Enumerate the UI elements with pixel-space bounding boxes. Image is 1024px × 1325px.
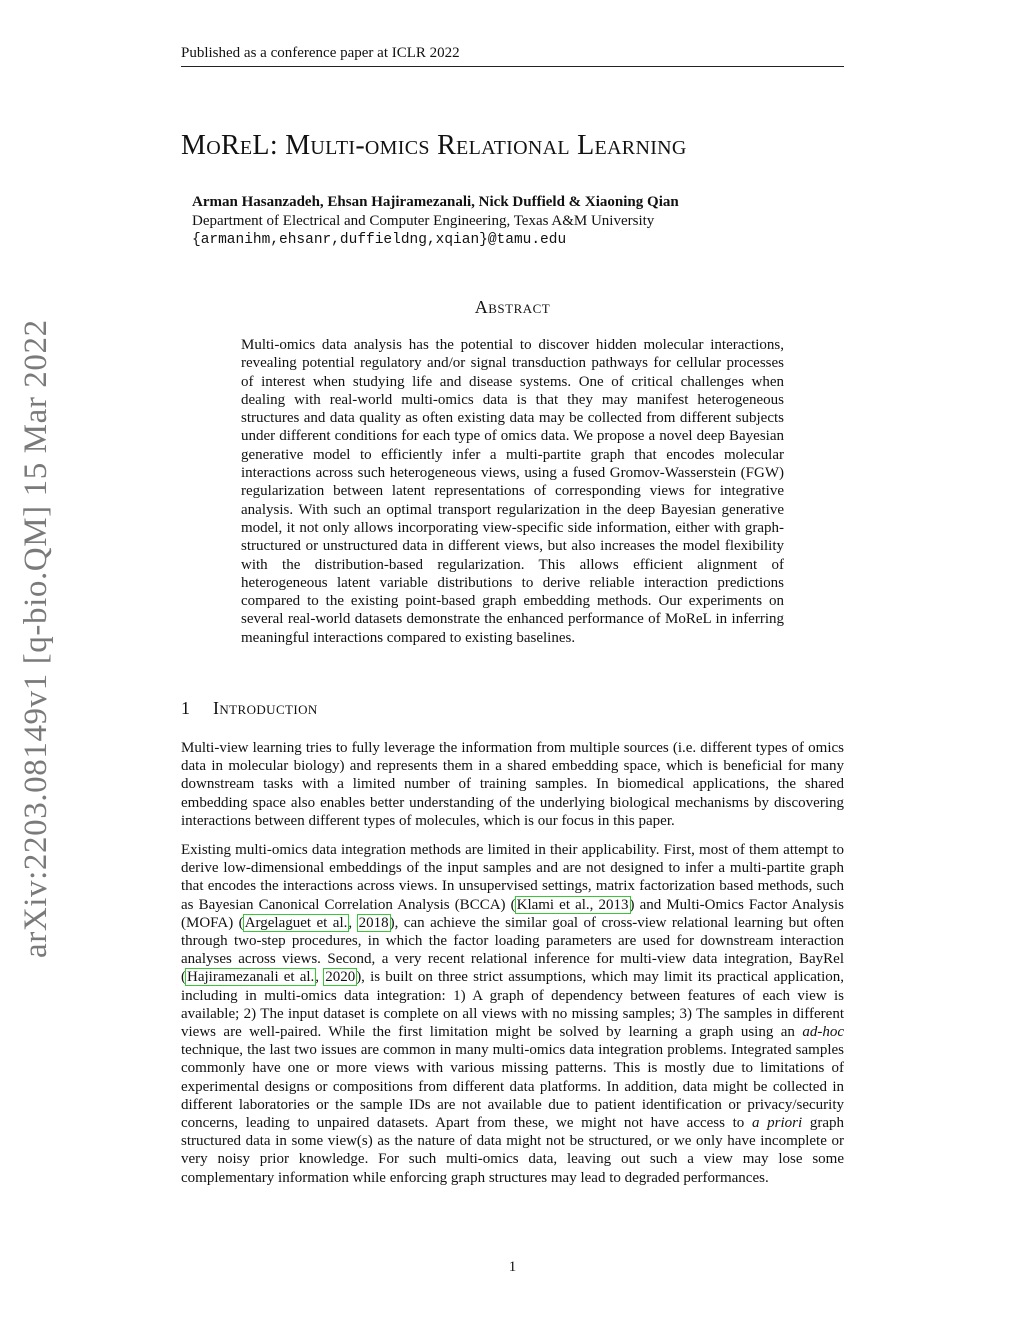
paragraph-text: ,: [315, 969, 325, 986]
abstract-heading: Abstract: [474, 297, 551, 317]
paragraph-text: ) and Multi-Omics Factor Analysis (MOFA) (: [181, 896, 844, 931]
paragraph-text: ,: [348, 914, 358, 931]
author-names: Arman Hasanzadeh, Ehsan Hajiramezanali, Nick Duffield & Xiaoning Qian: [192, 194, 679, 210]
paragraph-text: technique, the last two issues are common in many multi-omics data integration problems. Integrated samples commonly have one or more views with various missing patterns. This is mostly due to limitations of experimental designs or compositions from different data platforms. In addition, data might be collected in different laboratories or the sample IDs are not available due to patient identification or privacy/security concerns, leading to unpaired datasets. Apart from these, we might not have access to: [181, 1042, 844, 1132]
intro-paragraph-1: Multi-view learning tries to fully leverage the information from multiple sources (i.e. different types of omics data in molecular biology) and represents them in a shared embedding space, which is beneficial for many downstream tasks with a limited number of training samples. In biomedical applications, the shared embedding space also enables better understanding of the underlying biological mechanisms by discovering interactions between different types of molecules, which is our focus in this paper.: [181, 740, 844, 829]
page-number: 1: [508, 1259, 517, 1275]
paper-title: MoReL: Multi-omics Relational Learning: [181, 130, 687, 161]
paragraph-text: Existing multi-omics data integration methods are limited in their applicability. First, most of them attempt to derive low-dimensional embeddings of the input samples and are not designed to infer a multi-partite graph that encodes the interactions across views. In unsupervised settings, matrix factorization based methods, such as Bayesian Canonical Correlation Analysis (BCCA) (: [181, 842, 844, 913]
section-number: 1: [181, 698, 191, 718]
abstract-text: Multi-omics data analysis has the potential to discover hidden molecular interactions, revealing potential regulatory and/or signal transduction pathways for cellular processes of interest when studying life and disease systems. One of critical challenges when dealing with real-world multi-omics data is that they may manifest heterogeneous structures and data quality as often existing data may be collected from different subjects under different conditions for each type of omics data. We propose a novel deep Bayesian generative model to efficiently infer a multi-partite graph that encodes molecular interactions across such heterogeneous views, using a fused Gromov-Wasserstein (FGW) regularization between latent representations of corresponding views for integrative analysis. With such an optimal transport regularization in the deep Bayesian generative model, it not only allows incorporating view-specific side information, either with graph-structured or unstructured data in different views, but also increases the model flexibility with the distribution-based regularization. This allows efficient alignment of heterogeneous latent variable distributions to derive reliable interaction predictions compared to the existing point-based graph embedding methods. Our experiments on several real-world datasets demonstrate the enhanced performance of MoReL in inferring meaningful interactions compared to existing baselines.: [241, 337, 784, 646]
citation-link-argelaguet[interactable]: Argelaguet et al.: [244, 914, 348, 931]
arxiv-side-stamp: arXiv:2203.08149v1 [q-bio.QM] 15 Mar 2022: [18, 319, 54, 958]
section-heading-introduction: [181, 697, 844, 719]
author-block: [192, 193, 832, 250]
paragraph-text: graph structured data in some view(s) as the nature of data might not be structured, or we only have incomplete or very noisy prior knowledge. For such multi-omics data, leaving out such a view may lose some complementary information while enforcing graph structures may lead to degraded performances.: [181, 1115, 844, 1186]
paragraph-text: ), is built on three strict assumptions, which may limit its practical application, including in multi-omics data integration: 1) A graph of dependency between features of each view is available; 2) The input dataset is complete on all views with no missing samples; 3) The samples in different views are well-paired. While the first limitation might be solved by learning a graph using an: [181, 969, 844, 1041]
header-rule: [181, 66, 844, 67]
paragraph-text: ), can achieve the similar goal of cross-view relational learning but often through two-step procedures, in which the factor loading parameters are used for downstream interaction analyses across views. Second, a very recent relational inference for multi-view data integration, BayRel (: [181, 914, 845, 986]
citation-link-klami[interactable]: Klami et al., 2013: [516, 896, 629, 913]
intro-paragraph-2: [181, 841, 844, 1187]
citation-link-hajiramezanali-year[interactable]: 2020: [325, 969, 356, 986]
section-title: Introduction: [213, 698, 318, 718]
citation-link-hajiramezanali[interactable]: Hajiramezanali et al.: [187, 969, 315, 986]
citation-link-argelaguet-year[interactable]: 2018: [358, 914, 389, 931]
author-emails: {armanihm,ehsanr,duffieldng,xqian}@tamu.edu: [192, 232, 567, 248]
emphasis-text: a priori: [751, 1115, 803, 1132]
emphasis-text: ad-hoc: [802, 1024, 844, 1041]
author-affiliation: Department of Electrical and Computer Engineering, Texas A&M University: [192, 213, 655, 229]
running-head: Published as a conference paper at ICLR 2022: [181, 45, 460, 61]
